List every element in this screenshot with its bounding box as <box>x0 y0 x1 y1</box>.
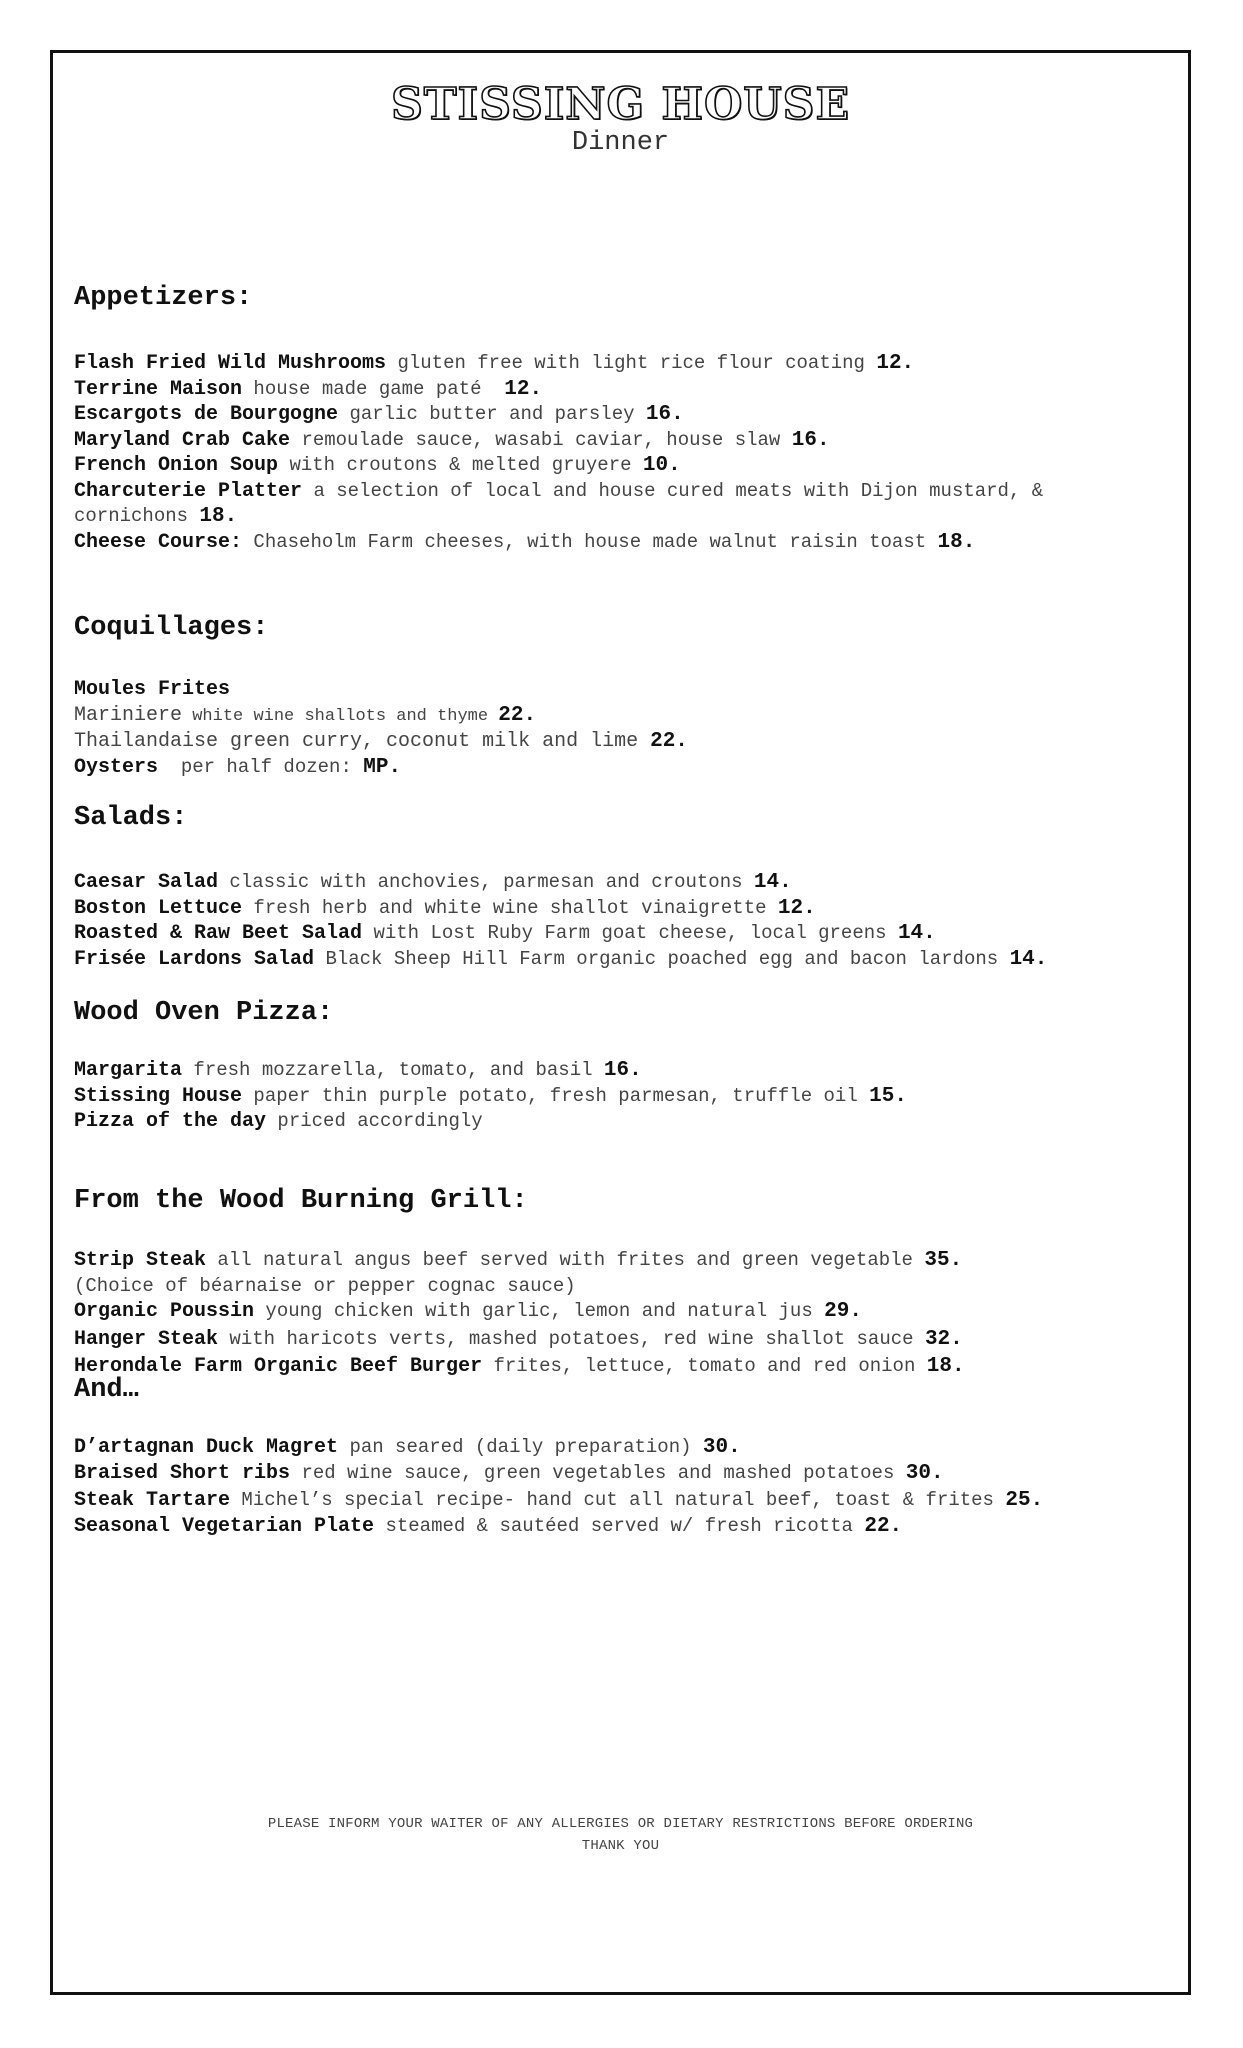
item-price: 14. <box>1009 947 1048 971</box>
menu-item-variant <box>74 729 1174 755</box>
menu-item <box>74 755 1174 781</box>
item-description: red wine sauce, green vegetables and mashed potatoes <box>290 1461 906 1484</box>
item-name: Escargots de Bourgogne <box>74 403 339 426</box>
section-heading-coquillages: Coquillages: <box>74 613 269 643</box>
section-heading-pizza: Wood Oven Pizza: <box>74 998 334 1028</box>
item-description: paper thin purple potato, fresh parmesan, truffle oil <box>242 1084 870 1107</box>
item-price: 32. <box>924 1327 963 1351</box>
menu-item <box>74 402 1174 428</box>
item-name: Margarita <box>74 1059 183 1082</box>
menu-subtitle: Dinner <box>571 128 670 158</box>
item-price: 30. <box>905 1461 944 1485</box>
item-price: 35. <box>924 1249 963 1272</box>
item-description: steamed & sautéed served w/ fresh ricotta <box>374 1514 865 1537</box>
item-price: MP. <box>363 755 402 779</box>
allergy-notice: PLEASE INFORM YOUR WAITER OF ANY ALLERGIES OR DIETARY RESTRICTIONS BEFORE ORDERING <box>267 1816 974 1832</box>
menu-frame <box>50 50 1191 1995</box>
item-name: Braised Short ribs <box>74 1461 291 1485</box>
item-description: garlic butter and parsley <box>338 403 646 425</box>
menu-item <box>74 1461 1174 1487</box>
item-price: 22. <box>498 703 537 727</box>
menu-item <box>74 428 1174 454</box>
menu-item <box>74 453 1174 479</box>
item-description: priced accordingly <box>266 1110 483 1132</box>
item-price: 12. <box>777 896 816 920</box>
item-description: gluten free with light rice flour coating <box>386 352 877 374</box>
and-list <box>74 1435 1174 1539</box>
menu-item <box>74 870 1174 896</box>
menu-item <box>74 896 1174 922</box>
menu-item <box>74 1327 1174 1353</box>
section-heading-appetizers: Appetizers: <box>74 283 253 313</box>
menu-item-variant <box>74 703 1174 730</box>
coquillages-list <box>74 677 1174 780</box>
item-name: Frisée Lardons Salad <box>74 947 315 971</box>
item-price: 14. <box>753 871 792 894</box>
section-heading-grill: From the Wood Burning Grill: <box>74 1186 528 1216</box>
menu-item <box>74 530 1174 556</box>
item-description: house made game paté <box>242 377 505 400</box>
item-price: 22. <box>864 1514 903 1538</box>
item-price: 12. <box>876 352 915 375</box>
salads-list <box>74 870 1174 972</box>
item-name: Hanger Steak <box>74 1327 219 1351</box>
menu-item <box>74 1354 1174 1380</box>
item-description: a selection of local and house cured meats with Dijon mustard, & <box>302 479 1044 502</box>
item-description: fresh mozzarella, tomato, and basil <box>182 1059 604 1081</box>
item-name: D’artagnan Duck Magret <box>74 1436 339 1459</box>
item-price: 10. <box>642 454 681 477</box>
item-description: all natural angus beef served with frites and green vegetable <box>206 1249 925 1271</box>
item-description: remoulade sauce, wasabi caviar, house slaw <box>290 428 792 451</box>
item-name: Terrine Maison <box>74 377 243 401</box>
item-description: Michel’s special recipe- hand cut all natural beef, toast & frites <box>230 1489 1006 1511</box>
menu-item <box>74 921 1174 947</box>
item-name: Charcuterie Platter <box>74 479 303 503</box>
section-heading-salads: Salads: <box>74 803 188 833</box>
item-description: with haricots verts, mashed potatoes, red wine shallot sauce <box>218 1327 925 1350</box>
menu-item <box>74 1084 1174 1110</box>
item-name: Moules Frites <box>74 678 231 701</box>
item-description: classic with anchovies, parmesan and croutons <box>218 871 754 893</box>
item-description-continued: cornichons <box>74 505 200 527</box>
item-description: pan seared (daily preparation) <box>338 1436 703 1458</box>
item-name: Seasonal Vegetarian Plate <box>74 1514 375 1538</box>
item-description: Thailandaise green curry, coconut milk and lime <box>74 730 651 753</box>
item-price: 22. <box>650 730 688 753</box>
item-name: Roasted & Raw Beet Salad <box>74 922 363 945</box>
item-description: frites, lettuce, tomato and red onion <box>482 1355 927 1377</box>
item-name: Organic Poussin <box>74 1300 255 1323</box>
item-description: white wine shallots and thyme <box>182 706 499 726</box>
item-name: Herondale Farm Organic Beef Burger <box>74 1355 483 1378</box>
item-description: fresh herb and white wine shallot vinaigrette <box>242 896 778 919</box>
appetizers-list <box>74 351 1174 555</box>
menu-item <box>74 677 1174 703</box>
item-price: 25. <box>1005 1489 1044 1512</box>
menu-item <box>74 479 1174 530</box>
item-price: 16. <box>603 1059 642 1082</box>
item-price: 12. <box>504 377 543 401</box>
item-description: per half dozen: <box>158 755 364 778</box>
item-price: 29. <box>824 1300 862 1323</box>
item-name: Steak Tartare <box>74 1489 231 1512</box>
item-description: young chicken with garlic, lemon and natural jus <box>254 1300 825 1322</box>
variant-name: Mariniere <box>74 703 183 727</box>
item-description: Black Sheep Hill Farm organic poached egg and bacon lardons <box>314 947 1010 970</box>
item-price: 18. <box>937 530 976 554</box>
thank-you-note: THANK YOU <box>581 1838 660 1854</box>
grill-list <box>74 1248 1174 1380</box>
item-name: Boston Lettuce <box>74 896 243 920</box>
section-heading-and: And… <box>74 1375 139 1405</box>
menu-item <box>74 1514 1174 1540</box>
item-name: Caesar Salad <box>74 871 219 894</box>
item-description: with croutons & melted gruyere <box>278 454 643 476</box>
item-name: Stissing House <box>74 1084 243 1108</box>
menu-item <box>74 1248 1174 1299</box>
item-price: 30. <box>702 1436 741 1459</box>
menu-item <box>74 1058 1174 1084</box>
menu-item <box>74 351 1174 377</box>
menu-item <box>74 1435 1174 1461</box>
restaurant-logo: STISSING HOUSE <box>391 79 850 130</box>
pizza-list <box>74 1058 1174 1135</box>
item-price: 15. <box>869 1084 907 1108</box>
item-name: French Onion Soup <box>74 454 279 477</box>
item-name: Oysters <box>74 755 159 779</box>
menu-item <box>74 1488 1174 1514</box>
item-price: 18. <box>926 1355 965 1378</box>
item-price: 16. <box>645 403 684 426</box>
item-name: Strip Steak <box>74 1249 207 1272</box>
item-price: 18. <box>199 505 238 528</box>
menu-item <box>74 377 1174 403</box>
menu-item <box>74 1299 1174 1325</box>
item-name: Flash Fried Wild Mushrooms <box>74 352 387 375</box>
item-name: Maryland Crab Cake <box>74 428 291 452</box>
menu-item <box>74 1109 1174 1135</box>
item-description: Chaseholm Farm cheeses, with house made walnut raisin toast <box>242 530 938 553</box>
item-name: Cheese Course: <box>74 530 243 554</box>
item-description: with Lost Ruby Farm goat cheese, local greens <box>362 922 898 944</box>
item-price: 16. <box>791 428 830 452</box>
menu-item <box>74 947 1174 973</box>
item-price: 14. <box>897 922 936 945</box>
item-note: (Choice of béarnaise or pepper cognac sauce) <box>74 1274 576 1297</box>
item-name: Pizza of the day <box>74 1110 267 1133</box>
